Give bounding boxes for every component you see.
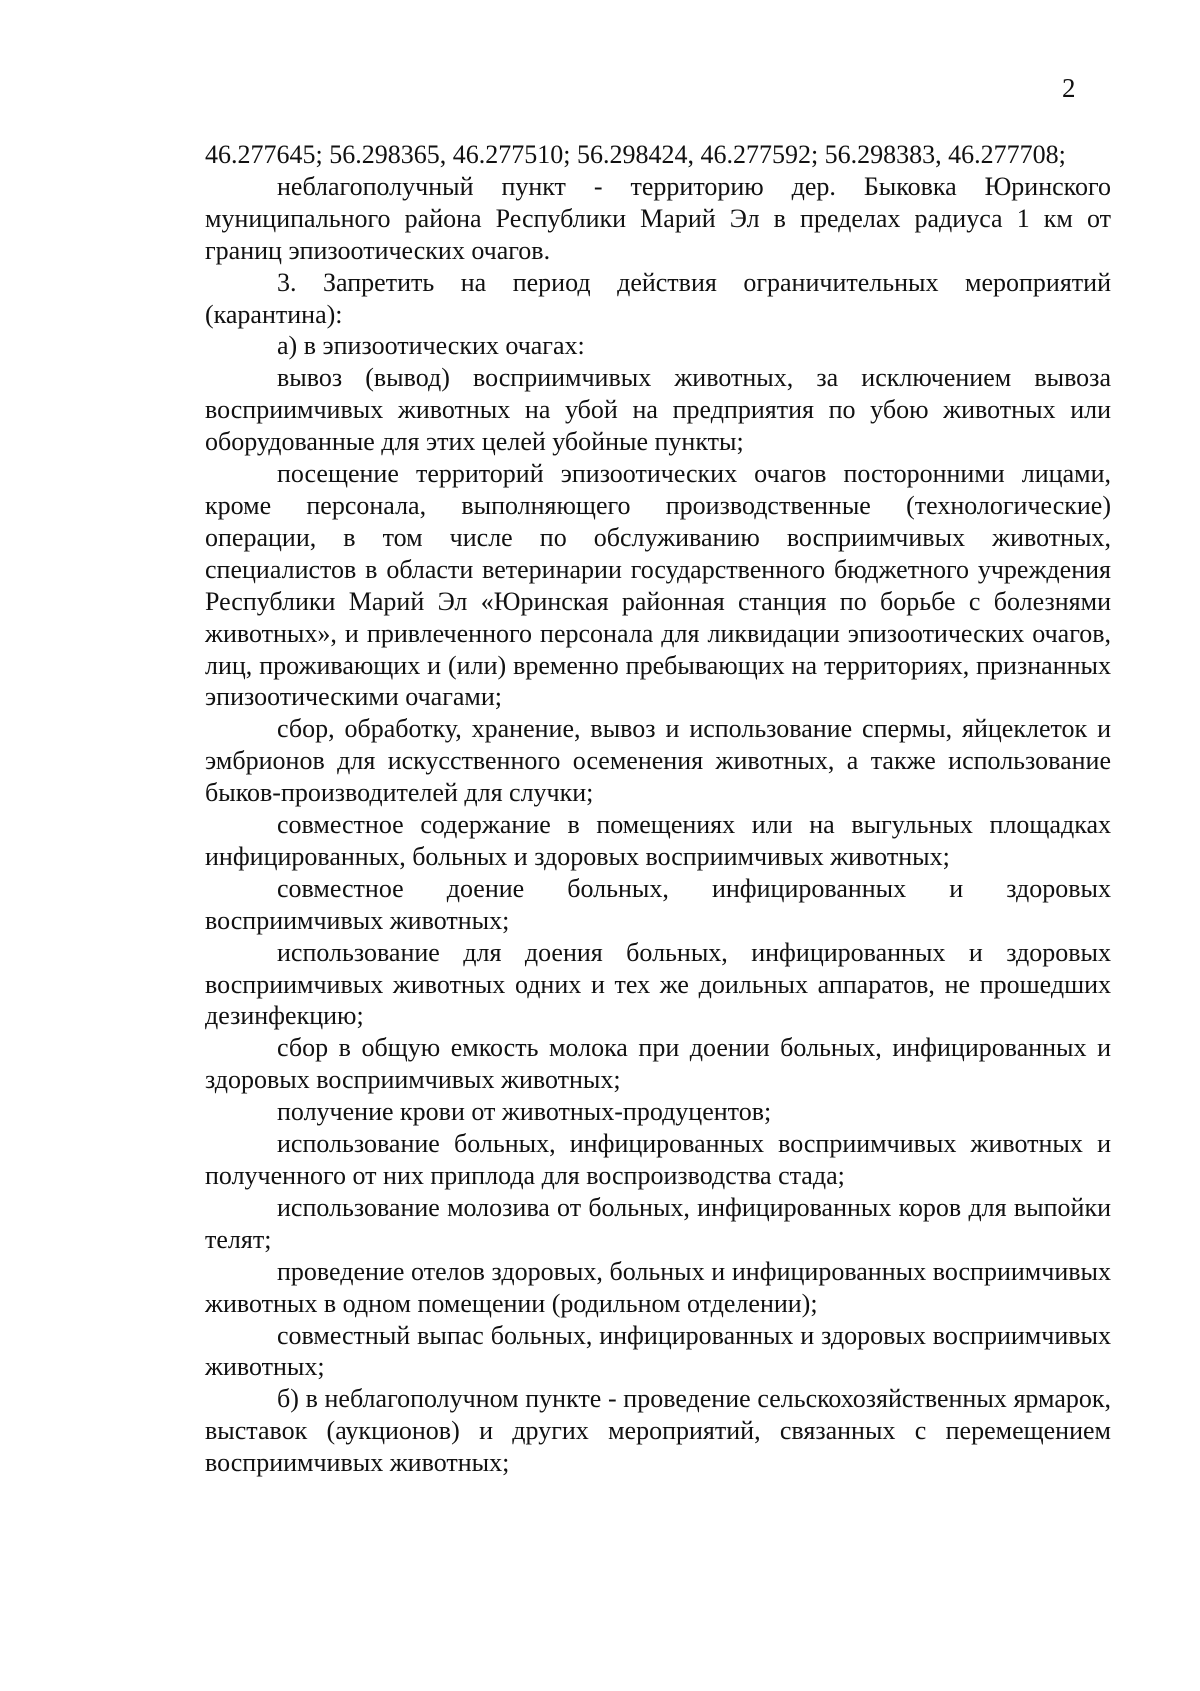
coordinates-continuation: 46.277645; 56.298365, 46.277510; 56.298424, 46.277592; 56.298383, 46.277708;	[205, 140, 1066, 169]
paragraph-milking-machines: использование для доения больных, инфицированных и здоровых восприимчивых животных одних и тех же доильных аппаратов, не прошедших дезинфекцию;	[205, 937, 1111, 1031]
paragraph-colostrum-use: использование молозива от больных, инфицированных коров для выпойки телят;	[205, 1192, 1111, 1254]
page-number: 2	[1062, 73, 1076, 103]
paragraph-visiting-territories: посещение территорий эпизоотических очагов посторонними лицами, кроме персонала, выполняющего производственные (технологические) операции, в том числе по обслуживанию восприимчивых животных, специалистов в области ветеринарии государственного бюджетного учреждения Республики Марий Эл «Юринская районная станция по борьбе с болезнями животных», и привлеченного персонала для ликвидации эпизоотических очагов, лиц, проживающих и (или) временно пребывающих на территориях, признанных эпизоотическими очагами;	[205, 459, 1111, 712]
paragraph-joint-housing: совместное содержание в помещениях или на выгульных площадках инфицированных, больных и здоровых восприимчивых животных;	[205, 810, 1111, 871]
paragraph-joint-grazing: совместный выпас больных, инфицированных и здоровых восприимчивых животных;	[205, 1320, 1111, 1382]
paragraph-subitem-b: б) в неблагополучном пункте - проведение сельскохозяйственных ярмарок, выставок (аукционов) и других мероприятий, связанных с перемещением восприимчивых животных;	[205, 1384, 1111, 1478]
paragraph-sperm-collection: сбор, обработку, хранение, вывоз и использование спермы, яйцеклеток и эмбрионов для искусственного осеменения животных, а также использование быков-производителей для случки;	[205, 714, 1111, 808]
document-body	[205, 139, 1111, 1479]
paragraph-subitem-a: а) в эпизоотических очагах:	[277, 331, 585, 361]
paragraph-herd-reproduction: использование больных, инфицированных восприимчивых животных и полученного от них приплода для воспроизводства стада;	[205, 1129, 1111, 1190]
paragraph-milk-collection: сбор в общую емкость молока при доении больных, инфицированных и здоровых восприимчивых животных;	[205, 1033, 1111, 1095]
paragraph-export-animals: вывоз (вывод) восприимчивых животных, за исключением вывоза восприимчивых животных на убой на предприятия по убою животных или оборудованные для этих целей убойные пункты;	[205, 363, 1111, 457]
paragraph-joint-milking: совместное доение больных, инфицированных и здоровых восприимчивых животных;	[205, 873, 1111, 935]
paragraph-blood-collection: получение крови от животных-продуцентов;	[277, 1097, 772, 1127]
paragraph-calving: проведение отелов здоровых, больных и инфицированных восприимчивых животных в одном помещении (родильном отделении);	[205, 1256, 1111, 1318]
paragraph-item-3-prohibit: 3. Запретить на период действия ограничительных мероприятий (карантина):	[205, 267, 1111, 329]
paragraph-unsafe-point-definition: неблагополучный пункт - территорию дер. Быковка Юринского муниципального района Республики Марий Эл в пределах радиуса 1 км от границ эпизоотических очагов.	[205, 171, 1111, 265]
